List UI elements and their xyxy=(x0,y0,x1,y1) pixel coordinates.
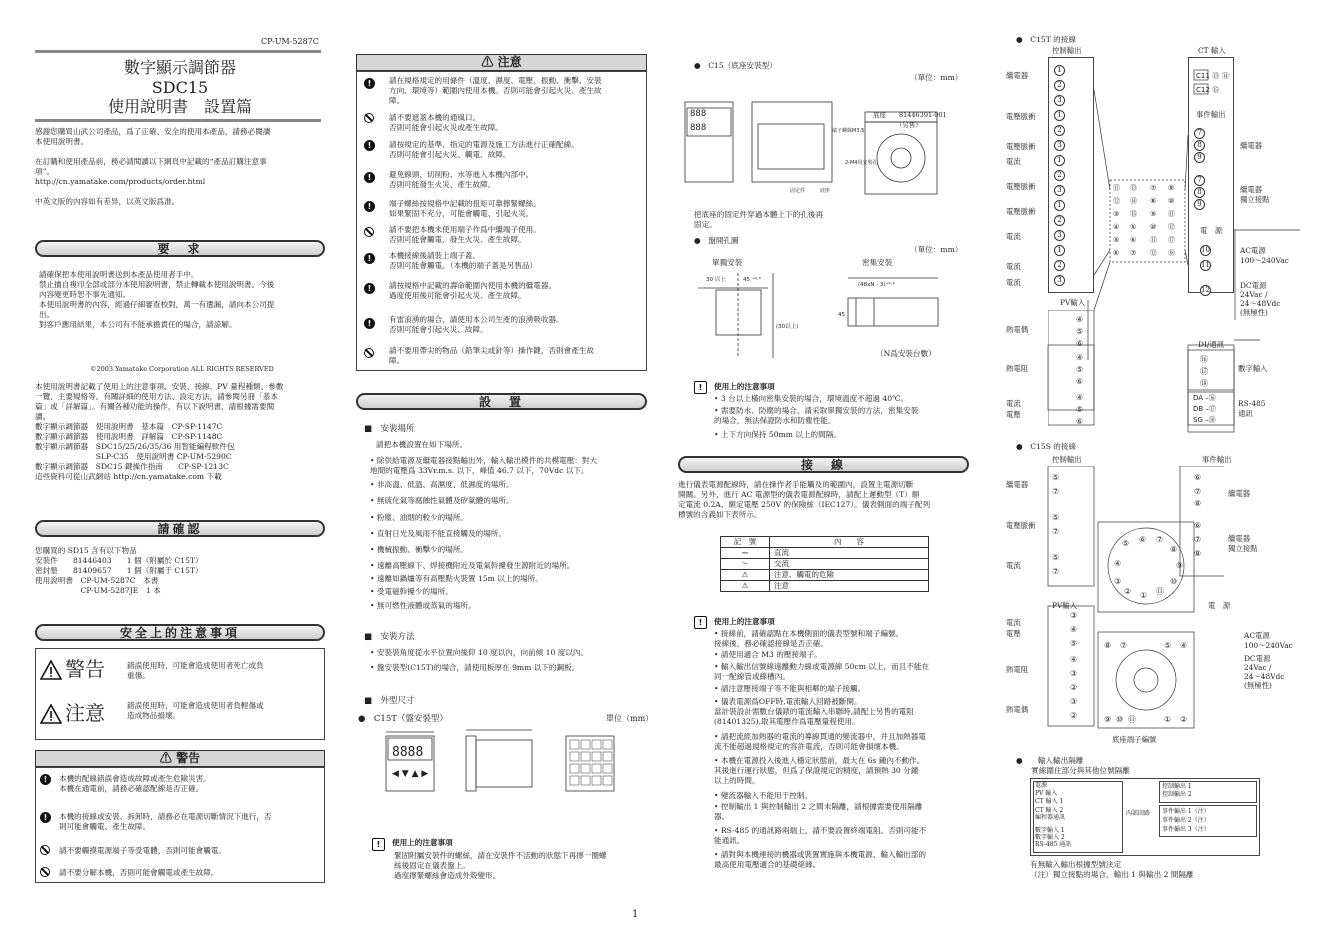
dims-heading: ■ 外型尺寸 xyxy=(364,696,415,706)
list-item: • 無可燃性液體或蒸氣的場所。 xyxy=(370,601,476,610)
terminal: 1 xyxy=(1054,110,1065,121)
svg-text:②: ② xyxy=(1070,711,1078,720)
isolation-label: ● 輸入輸出隔離 實線圍住部分與其他位號隔離 xyxy=(1016,756,1130,775)
svg-text:888: 888 xyxy=(690,123,707,133)
base-label: 底座 81446391-001 （另售） xyxy=(873,111,947,129)
warning-triangle-icon xyxy=(40,660,62,683)
svg-text:⑮: ⑮ xyxy=(1212,86,1219,94)
warn-desc: 錯誤使用時，可能會造成使用者死亡或負 重傷。 xyxy=(127,661,264,680)
svg-text:⑦: ⑦ xyxy=(1130,249,1137,257)
svg-text:⑩: ⑩ xyxy=(1150,223,1157,231)
intro-text: 感謝您購買山武公司產品，爲了正確、安全的使用本產品，請務必閱讀 本使用說明書。 在訂購和使用產品前，務必請閱讀以下網頁中記載的“產品訂購注意事 項”。 http://cn.yamatake.com/products/order.html 中英文版的內容如有差异，以英文版爲准。 xyxy=(35,127,271,206)
svg-text:③: ③ xyxy=(1070,669,1078,678)
list-item: • 無硫化氣等腐蝕性氣體及矽氣體的場所。 xyxy=(370,496,514,505)
volt-pulse-label: 電壓脈衝 xyxy=(1006,142,1036,151)
wiring-note: • RS-485 的通訊路兩端上，請不要設置終端電阻。否則可能不 能通訊。 xyxy=(714,826,927,845)
svg-text:⑥: ⑥ xyxy=(1113,249,1120,257)
ctrl-out-label: 控制輸出 xyxy=(1052,455,1082,464)
rtd-label: 熱電阻 xyxy=(1006,364,1029,373)
install-place-heading: ■ 安裝場所 xyxy=(364,424,415,434)
page-title: 數字顯示調節器 xyxy=(123,58,236,77)
exclaim-icon: ! xyxy=(372,838,385,851)
base-terminal-label: 底座端子編號 xyxy=(1112,735,1157,744)
exclaim-icon: ! xyxy=(364,318,375,329)
pv-in-label: PV輸入 xyxy=(1052,601,1078,610)
terminal: 7 xyxy=(1194,128,1205,139)
request-text: 請確保把本使用說明書送到本產品使用者手中。 禁止擅自複印全部或部分本使用說明書，禁止轉載本使用說明書。今後 內容變更時恕不事先通知。 本使用說明書的內容，經過仔細審查校對，萬一有遺漏，請向本公司提 出。 對客戶應用結果，本公司有不能承擔責任的場合，請諒解。 xyxy=(39,270,275,329)
svg-text:③: ③ xyxy=(1070,611,1078,620)
list-item: • 除供給電源及繼電器接點輸出外，輸入輸出模件的共模電壓：對大 地間的電壓爲 33Vr.m.s. 以下，峰值 46.7 以下，70Vdc 以下。 xyxy=(370,456,598,475)
svg-text:⑤: ⑤ xyxy=(1052,473,1060,482)
svg-text:⑬: ⑬ xyxy=(1212,72,1219,80)
list-item: • 直射日光及風雨不能直接觸及的場所。 xyxy=(370,529,506,538)
svg-text:2-M4用安裝孔: 2-M4用安裝孔 xyxy=(845,160,878,166)
volt-pulse-label: 電壓脈衝 xyxy=(1006,521,1036,530)
current-label: 電流 xyxy=(1006,262,1021,271)
isolation-left: PV 輸入 xyxy=(1035,790,1058,797)
isolation-right: 控制輸出 1 控制輸出 2 xyxy=(1162,783,1192,798)
isolation-right: 事件輸出 1（注） 事件輸出 2（注） 事件輸出 3（注） xyxy=(1162,808,1210,833)
terminal: 12 xyxy=(1201,286,1210,294)
warning-item: 請不要觸摸電源端子等受電體，否則可能會觸電。 xyxy=(59,846,227,855)
caution-item: 請在規格規定的用條件（溫度、濕度、電壓、振動、衝擊、安裝 方向、環境等）範圍內使用本機。否則可能會引起火災、產生故 障。 xyxy=(389,76,602,105)
section-wiring: 接 線 xyxy=(678,456,969,473)
svg-text:45: 45 xyxy=(838,312,845,318)
relay-label: 繼電器 xyxy=(1006,71,1029,80)
terminal: 1 xyxy=(1054,155,1065,166)
section-safety: 安全上的注意事項 xyxy=(35,624,325,641)
svg-text:DB –⑰: DB –⑰ xyxy=(1193,405,1216,413)
no-cover-icon xyxy=(364,113,374,123)
svg-text:(30以上): (30以上) xyxy=(776,324,799,330)
title-rule xyxy=(35,50,321,53)
c15-text: 把底座的固定件穿過本體上下的孔後再 固定。 xyxy=(694,210,824,229)
svg-text:⑧: ⑧ xyxy=(1170,545,1178,554)
symbol-table xyxy=(720,536,929,592)
caution-triangle-icon xyxy=(40,704,62,727)
svg-text:⑤: ⑤ xyxy=(1052,513,1060,522)
wiring-text: 進行儀表電源配線時，請在操作者手能觸及的範圍內，設置主電源切斷 開關。另外，進行 AC 電源型的儀表電源配線時，請配上遲動型（T）額 定電流 0.2A、額定電壓 250V 的保險絲（IEC127）。儀表側面的端子配列 標號的含義如下表所示。 xyxy=(678,480,931,519)
svg-text:⑭: ⑭ xyxy=(1130,197,1137,205)
terminal: 2 xyxy=(1054,125,1065,136)
list-item: • 粉塵、油烟的較少的場所。 xyxy=(370,513,469,522)
current-label: 電流 xyxy=(1006,278,1021,287)
power-label: 電 源 xyxy=(1200,226,1223,235)
isolation-left: 電源 xyxy=(1035,782,1048,789)
section-request: 要 求 xyxy=(35,240,325,257)
no-relay-icon xyxy=(364,227,374,237)
exclaim-icon: ! xyxy=(364,201,375,212)
svg-text:SG –⑱: SG –⑱ xyxy=(1193,416,1216,424)
section-install: 設 置 xyxy=(356,393,647,410)
ctrl-out-label: 控制輸出 xyxy=(1052,46,1082,55)
svg-text:⑨: ⑨ xyxy=(1168,184,1175,192)
svg-text:⑤: ⑤ xyxy=(1076,405,1084,414)
current-label: 電流 xyxy=(1006,561,1021,570)
caution-item: 端子螺絲按規格中記載的扭矩可靠擰緊螺絲。 如果緊固不充分，可能會觸電、引起火災。 xyxy=(389,199,541,218)
wiring-note: • 變流器輸入不能用于控制。 xyxy=(714,791,813,800)
svg-text:④: ④ xyxy=(1114,559,1122,568)
svg-text:③: ③ xyxy=(1114,577,1122,586)
svg-text:30 以上: 30 以上 xyxy=(706,277,726,283)
title-rule-2 xyxy=(35,119,321,122)
table-row: ⎓ 直流 xyxy=(721,548,929,559)
terminal: 9 xyxy=(1194,199,1205,210)
svg-text:⑤: ⑤ xyxy=(1130,223,1137,231)
terminal: 2 xyxy=(1054,215,1065,226)
confirm-text: 您購買的 SD15 含有以下物品 安裝件 81446403 1 個（附屬於 C15T） 密封墊 81409657 1 個（附屬于 C15T） 使用說明書 CP-UM-5287C 本書 CP-UM-5287JE 1 本 xyxy=(35,546,203,595)
svg-text:②: ② xyxy=(1180,715,1188,724)
terminal: 9 xyxy=(1194,152,1205,163)
exclaim-icon: ! xyxy=(40,774,51,785)
svg-text:C11: C11 xyxy=(1196,72,1210,80)
svg-text:⑫: ⑫ xyxy=(1168,223,1175,231)
exclaim-icon: ! xyxy=(364,140,375,151)
copyright: ©2003 Yamatake Corporation ALL RIGHTS RESERVED xyxy=(90,365,274,373)
c15s-wiring-label: ● C15S 的接線 xyxy=(1016,442,1077,451)
wiring-note: • 本機在電源投入後進入穩定狀態前，最大在 6s 鍾內不動作。 其後進行運行狀態，但爲了保證規定的精度，請預熱 30 分鐘 以上的時間。 xyxy=(714,756,925,785)
svg-text:④: ④ xyxy=(1076,315,1084,324)
table-row: ⚠ 注意 xyxy=(721,581,929,592)
svg-text:④: ④ xyxy=(1076,353,1084,362)
page-number: 1 xyxy=(632,909,639,920)
current-voltage-label: 電流 電壓 xyxy=(1006,399,1021,419)
isolation-left: 數字輸入 1 數字輸入 2 RS-485 通訊 xyxy=(1035,827,1072,848)
svg-text:⑦: ⑦ xyxy=(1120,641,1128,650)
panel-cutout-drawing xyxy=(698,268,978,363)
digital-in-label: 數字輸入 xyxy=(1238,364,1268,373)
relay-label: 繼電器 xyxy=(1240,141,1263,150)
caution-item: 請不要遮蓋本機的通風口。 否則可能會引起火災或產生故障。 xyxy=(389,113,503,132)
exclaim-icon: ! xyxy=(364,283,375,294)
svg-text:⑤: ⑤ xyxy=(1113,236,1120,244)
wiring-note: • 儀表電源爲OFF時,電流輸入回路被斷開。 當計裝設計需數台儀錶的電流輸入串聯時,請配上另售的電阻 (81401325),取其電壓作爲電壓量程使用。 xyxy=(714,697,914,726)
svg-text:⑪: ⑪ xyxy=(1150,236,1157,244)
power-label: 電 源 xyxy=(1208,601,1231,610)
rtd-label: 熱電阻 xyxy=(1006,665,1029,674)
exclaim-icon: ! xyxy=(694,381,707,394)
panel-note: • 3 台以上橫向密集安裝的場合，環境溫度不超過 40℃。 xyxy=(714,394,909,403)
exclaim-icon: ! xyxy=(40,812,51,823)
svg-text:⑱: ⑱ xyxy=(1168,249,1175,257)
svg-text:⑯: ⑯ xyxy=(1200,355,1208,364)
caution-item: 請按規定的基準、指定的電源及施工方法進行正確配線。 否則可能會引起火災、觸電、故障。 xyxy=(389,140,579,159)
caution-item: 本機接線後請裝上端子蓋。 否則可能會觸電。（本機的端子蓋是另售品） xyxy=(389,251,538,270)
install-method-heading: ■ 安裝方法 xyxy=(364,632,415,642)
c15-label: ● C15（底座安裝型） xyxy=(694,61,777,70)
svg-text:③: ③ xyxy=(1070,697,1078,706)
relay-indep-label: 繼電器 獨立接點 xyxy=(1228,534,1258,553)
volt-pulse-label: 電壓脈衝 xyxy=(1006,207,1036,216)
ac-power-label: AC電源 100～240Vac xyxy=(1244,631,1293,650)
svg-text:②: ② xyxy=(1124,587,1132,596)
terminal: 1 xyxy=(1054,200,1065,211)
list-item: • 受電磁幹擾少的場所。 xyxy=(370,587,453,596)
exclaim-icon: ! xyxy=(364,172,375,183)
terminal: 7 xyxy=(1194,175,1205,186)
warn-label: 警告 xyxy=(65,657,105,681)
svg-text:⑪: ⑪ xyxy=(1168,210,1175,218)
wiring-note: • 請注意壓接端子等不能與相鄰的端子接觸。 xyxy=(714,684,866,693)
terminal: 3 xyxy=(1054,230,1065,241)
c15-dimension-drawing xyxy=(680,82,970,210)
svg-text:⑤: ⑤ xyxy=(1164,641,1172,650)
isolation-mid: 內部回路 xyxy=(1126,810,1151,817)
di-comm-label: DI/通訊 xyxy=(1198,340,1225,349)
manual-text: 本使用說明書記載了使用上的注意事項、安裝、接線、PV 量程種類、參數 一覽、主要規格等。有關詳細的使用方法、設定方法，請參閱另冊「基本 篇」或「詳解篇」。有關各種功能的操作，有以下說明書，請根據需要閱 讀。 數字顯示調節器 使用說明書 基本篇 CP-SP-1147C 數字顯示調節器 使用說明書 詳解篇 CP-SP-1148C 數字顯示調節器 SDC15/25/26/35/36 用智能編程軟件包 SLP-C35 使用說明書 CP-UM-5290C 數字顯示調節器 SDC15 鍵操作指南 CP-SP-1213C 這些資料可從山武網站 http://cn.yamatake.com 下載 xyxy=(35,382,284,481)
terminal: 2 xyxy=(1054,260,1065,271)
svg-text:⑦: ⑦ xyxy=(1052,487,1060,496)
current-voltage-label: 電流 電壓 xyxy=(1006,618,1021,638)
caution-label: 注意 xyxy=(65,701,105,725)
svg-text:⑦: ⑦ xyxy=(1150,184,1157,192)
svg-text:⑦: ⑦ xyxy=(1194,487,1202,496)
thermocouple-label: 熱電偶 xyxy=(1006,325,1029,334)
list-item: • 安裝裝角度從水平位置向後仰 10 度以內，向前傾 10 度以內。 xyxy=(370,648,589,657)
panel-note: • 需要防水、防塵的場合，請采取單獨安裝的方法，密集安裝 的場合，無法保證防水和防塵性能。 xyxy=(714,406,919,425)
svg-text:◀ ▼ ▲ ▶: ◀ ▼ ▲ ▶ xyxy=(392,769,429,779)
svg-text:⑦: ⑦ xyxy=(1052,527,1060,536)
svg-text:⑤: ⑤ xyxy=(1076,327,1084,336)
caution-item: 請不要用帶尖的物品（鉛筆尖或針等）操作鍵，否則會產生故 障。 xyxy=(389,346,595,365)
svg-text:⑨: ⑨ xyxy=(1104,715,1112,724)
wiring-note: • 請使用適合 M3 的壓接端子。 xyxy=(714,650,822,659)
relay-label: 繼電器 xyxy=(1006,480,1029,489)
relay-label: 繼電器 xyxy=(1228,489,1251,498)
isolation-table xyxy=(1030,778,1260,856)
svg-text:⑤: ⑤ xyxy=(1052,553,1060,562)
caution-item: 請按規格中記載的壽命範圍內使用本機的繼電器。 過度使用後可能會引起火災、產生故障。 xyxy=(389,281,557,300)
svg-text:⑦: ⑦ xyxy=(1194,535,1202,544)
svg-text:⑩: ⑩ xyxy=(1168,197,1175,205)
svg-text:固定件: 固定件 xyxy=(790,188,806,194)
current-label: 電流 xyxy=(1006,157,1021,166)
terminal: 2 xyxy=(1054,170,1065,181)
c15s-wiring-drawing xyxy=(1044,466,1224,739)
panel-note-heading: 使用上的注意事項 xyxy=(714,382,775,391)
svg-text:⑥: ⑥ xyxy=(1130,236,1137,244)
table-row: ⚠ 注意、觸電的危險 xyxy=(721,570,929,581)
n-units-label: （N爲安裝台數） xyxy=(876,349,936,358)
wiring-note: • 控制輸出 1 與控制輸出 2 之間未隔離，請根據需要使用隔離 器。 xyxy=(714,802,923,821)
svg-text:⑩: ⑩ xyxy=(1170,577,1178,586)
table-row: ～ 交流 xyxy=(721,559,929,570)
section-caution: ⚠ 注意 xyxy=(356,54,647,71)
wiring-note: • 輸入輸出信號線遠離動力線或電源線 50cm 以上，而且不能在 同一配線管或線槽內。 xyxy=(714,662,930,681)
svg-text:⑨: ⑨ xyxy=(1176,561,1184,570)
warning-item: 本機的接線或安裝、拆卸時，請務必在電源切斷情況下進行，否 則可能會觸電、產生故障。 xyxy=(59,812,272,831)
terminal: 10 xyxy=(1201,246,1210,254)
event-out-label: 事件輸出 xyxy=(1196,110,1226,119)
dc-power-label: DC電源 24Vac / 24～48Vdc (無極性) xyxy=(1240,281,1281,317)
list-item: • 機械振動、衝擊少的場所。 xyxy=(370,545,469,554)
page-subtitle: 使用說明書 設置篇 xyxy=(107,97,252,116)
pv-in-label: PV輸入 xyxy=(1060,298,1086,307)
svg-text:④: ④ xyxy=(1180,641,1188,650)
thermocouple-label: 熱電偶 xyxy=(1006,705,1029,714)
page-model: SDC15 xyxy=(151,78,209,97)
svg-text:⑰: ⑰ xyxy=(1200,367,1208,376)
caution-item: 請不要把本機未使用端子作爲中繼端子使用。 否則可能會觸電、發生火災、產生故障。 xyxy=(389,225,541,244)
terminal: 8 xyxy=(1194,187,1205,198)
unit-label: （單位：mm） xyxy=(910,245,963,254)
svg-text:⑬: ⑬ xyxy=(1130,184,1137,192)
event-out-label: 事件輸出 xyxy=(1202,455,1232,464)
list-item: • 非高溫、低溫、高濕度、低濕度的場所。 xyxy=(370,480,514,489)
no-disassemble-icon xyxy=(40,867,50,877)
terminal: 1 xyxy=(1054,65,1065,76)
svg-text:①: ① xyxy=(1140,591,1148,600)
table-header: 內 容 xyxy=(770,537,929,548)
caution-item: 有雷浪湧的場合，請使用本公司生產的浪湧吸收器。 否則可能會引起火災、故障。 xyxy=(389,315,564,334)
svg-text:⑤: ⑤ xyxy=(1122,539,1130,548)
panel-label: ● 盤開孔圖 xyxy=(694,236,739,245)
c15t-note-heading: 使用上的注意事項 xyxy=(392,838,453,847)
svg-text:⑱: ⑱ xyxy=(1200,379,1208,388)
terminal: 11 xyxy=(1201,261,1210,269)
install-place-intro: 請把本機設置在如下場所。 xyxy=(376,440,468,449)
terminal: 3 xyxy=(1054,140,1065,151)
wiring-note: • 接線前，請確認點在本機側面的儀表型號和端子編號。 接線後，務必確認接線是否正確。 xyxy=(714,629,904,648)
svg-text:⑥: ⑥ xyxy=(1194,473,1202,482)
svg-text:④: ④ xyxy=(1070,625,1078,634)
exclaim-icon: ! xyxy=(364,253,375,264)
volt-pulse-label: 電壓脈衝 xyxy=(1006,182,1036,191)
svg-text:④: ④ xyxy=(1070,655,1078,664)
terminal: 3 xyxy=(1054,95,1065,106)
svg-text:⑰: ⑰ xyxy=(1168,236,1175,244)
svg-text:⑥: ⑥ xyxy=(1139,535,1147,544)
svg-text:⑧: ⑧ xyxy=(1150,197,1157,205)
svg-text:③: ③ xyxy=(1113,210,1120,218)
svg-text:①: ① xyxy=(1164,715,1172,724)
caution-desc: 錯誤使用時，可能會造成使用者負輕傷或 造成物品損壞。 xyxy=(127,701,264,720)
ac-power-label: AC電源 100～240Vac xyxy=(1240,246,1289,265)
svg-text:端子螺絲M3.5: 端子螺絲M3.5 xyxy=(832,128,865,134)
svg-text:④: ④ xyxy=(1076,393,1084,402)
svg-text:⑪: ⑪ xyxy=(1113,184,1120,192)
wiring-note: • 請把流經加熱器的電流的導線貫通的變流器中，并且加熱器電 流不能超過規格規定的容許電流，否則可能會損壞本機。 xyxy=(714,732,926,751)
terminal: 2 xyxy=(1054,80,1065,91)
relay-indep-label: 繼電器 獨立接點 xyxy=(1240,185,1270,204)
svg-text:⑪: ⑪ xyxy=(1128,715,1136,724)
svg-text:C12: C12 xyxy=(1196,86,1210,94)
svg-text:⑩: ⑩ xyxy=(1116,715,1124,724)
svg-text:⑫: ⑫ xyxy=(1113,197,1120,205)
pv-rs485-terminals xyxy=(1048,310,1248,433)
svg-text:⑥: ⑥ xyxy=(1076,339,1084,348)
section-confirm: 請確認 xyxy=(35,520,325,537)
list-item: • 遠離高壓線下、焊接機附近及電氣幹擾發生源附近的場所。 xyxy=(370,561,575,570)
svg-text:底座: 底座 xyxy=(820,188,831,194)
svg-text:⑧: ⑧ xyxy=(1104,641,1112,650)
svg-text:⑥: ⑥ xyxy=(1194,521,1202,530)
rs485-label: RS-485 通訊 xyxy=(1238,399,1266,418)
svg-text:(48xN - 3)⁺⁰·⁶: (48xN - 3)⁺⁰·⁶ xyxy=(858,282,895,288)
svg-text:⑭: ⑭ xyxy=(1222,72,1229,80)
warning-item: 本機的配線錯誤會造成故障或產生危險災害。 本機在通電前，請務必確認配線是否正確。 xyxy=(59,774,211,793)
svg-text:DA –⑯: DA –⑯ xyxy=(1193,394,1216,402)
svg-text:⑥: ⑥ xyxy=(1076,377,1084,386)
dc-power-label: DC電源 24Vac / 24～48Vdc (無極性) xyxy=(1244,654,1285,690)
terminal: 3 xyxy=(1054,185,1065,196)
section-warning: ⚠ 警告 xyxy=(35,750,325,767)
current-label: 電流 xyxy=(1006,232,1021,241)
volt-pulse-label: 電壓脈衝 xyxy=(1006,112,1036,121)
wiring-note: • 請對與本機連接的機器或裝置實施與本機電源、輸入輸出部的 最高使用電壓適合的基礎絕緣。 xyxy=(714,850,926,869)
wiring-note-heading: 使用上的注意事項 xyxy=(714,617,775,626)
svg-text:⑧: ⑧ xyxy=(1194,499,1202,508)
svg-text:⑦: ⑦ xyxy=(1156,535,1164,544)
exclaim-icon: ! xyxy=(364,78,375,89)
svg-text:⑨: ⑨ xyxy=(1150,210,1157,218)
svg-text:⑤: ⑤ xyxy=(1070,639,1078,648)
svg-text:⑫: ⑫ xyxy=(1150,249,1157,257)
svg-text:④: ④ xyxy=(1113,223,1120,231)
list-item: • 盤安裝型(C15T)的場合，請使用板厚在 9mm 以下的鋼板。 xyxy=(370,663,580,672)
isolation-note: 有無輸入輸出根據型號決定 （注）獨立接點的場合，輸出 1 與輸出 2 間隔離 xyxy=(1030,860,1194,879)
svg-text:②: ② xyxy=(1070,683,1078,692)
svg-text:⑮: ⑮ xyxy=(1130,210,1137,218)
c15t-label: ● C15T（盤安裝型） xyxy=(358,714,448,724)
svg-text:⑤: ⑤ xyxy=(1076,365,1084,374)
no-touch-icon xyxy=(40,845,50,855)
single-mount-label: 單獨安裝 xyxy=(712,258,743,267)
isolation-left: CT 輸入 2 編程器通訊 xyxy=(1035,807,1066,821)
table-header: 記 號 xyxy=(721,537,770,548)
list-item: • 遠離如鍋爐等有高壓點火裝置 15m 以上的場所。 xyxy=(370,574,543,583)
unit-label: 單位（mm） xyxy=(606,714,654,723)
terminal: 8 xyxy=(1194,140,1205,151)
isolation-left: CT 輸入 1 xyxy=(1035,798,1064,805)
svg-text:888: 888 xyxy=(690,109,707,119)
no-sharp-icon xyxy=(364,348,374,358)
c15t-wiring-label: ● C15T 的接線 xyxy=(1016,35,1076,44)
unit-label: （單位：mm） xyxy=(910,73,963,82)
svg-text:⑧: ⑧ xyxy=(1194,549,1202,558)
c15t-dimension-drawing xyxy=(376,726,646,829)
terminal: 3 xyxy=(1054,275,1065,286)
exclaim-icon: ! xyxy=(694,616,707,629)
svg-text:⑪: ⑪ xyxy=(1156,587,1164,596)
warning-item: 請不要分解本機，否則可能會觸電或產生故障。 xyxy=(59,868,219,877)
svg-text:45 ⁺⁰·⁶: 45 ⁺⁰·⁶ xyxy=(743,277,761,283)
doc-id: CP-UM-5287C xyxy=(261,37,319,46)
svg-text:⑥: ⑥ xyxy=(1076,417,1084,426)
dense-mount-label: 密集安裝 xyxy=(862,258,893,267)
svg-text:⑦: ⑦ xyxy=(1052,567,1060,576)
svg-text:8888: 8888 xyxy=(392,745,424,760)
c15t-note: 緊固附屬安裝件的螺絲，請在安裝件不活動的狀態下再擰一圈螺 絲後固定在儀表盤上。 過度擰緊螺絲會造成外殼變形。 xyxy=(394,851,607,880)
ct-in-label: CT 輸入 xyxy=(1198,46,1226,55)
panel-note: • 上下方向保持 50mm 以上的間隔。 xyxy=(714,430,841,439)
caution-item: 避免線頭、切削粉、水等進入本機內部中。 否則可能發生火災、產生故障。 xyxy=(389,170,534,189)
terminal: 1 xyxy=(1054,245,1065,256)
